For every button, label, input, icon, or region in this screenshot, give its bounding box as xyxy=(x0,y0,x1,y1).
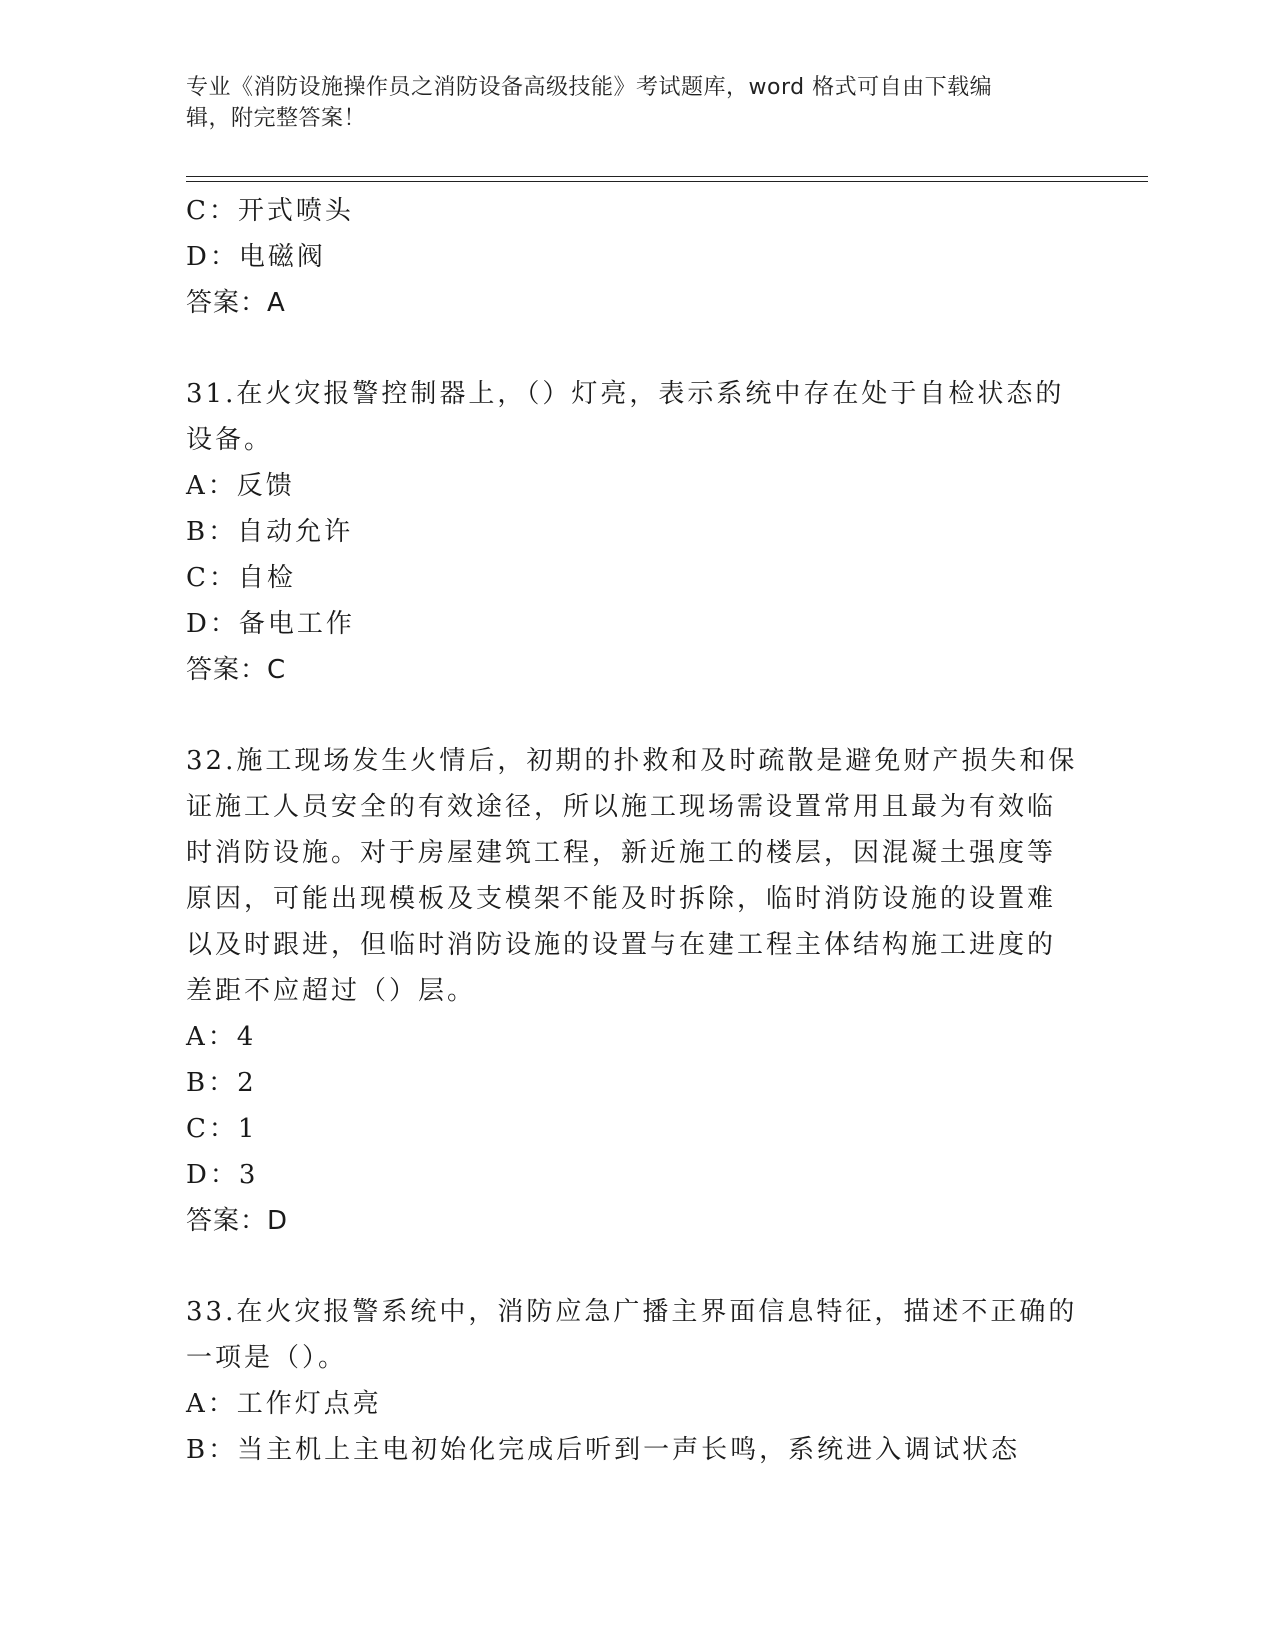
option-c: C：自检 xyxy=(186,563,296,593)
option-b: B：2 xyxy=(186,1068,257,1098)
question-stem-line: 设备。 xyxy=(186,425,274,455)
answer-line: 答案：A xyxy=(186,288,286,318)
answer-line: 答案：D xyxy=(186,1206,289,1236)
question-content xyxy=(186,188,1076,1473)
option-b: B：自动允许 xyxy=(186,517,354,547)
option-d: D：3 xyxy=(186,1160,259,1190)
question-stem-line: 时消防设施。对于房屋建筑工程，新近施工的楼层，因混凝土强度等 xyxy=(186,838,1057,868)
question-stem-line: 一项是（）。 xyxy=(186,1343,348,1373)
option-a: A：反馈 xyxy=(186,471,295,501)
carryover-block xyxy=(186,188,1076,326)
option-d: D：备电工作 xyxy=(186,609,355,639)
option-b: B：当主机上主电初始化完成后听到一声长鸣，系统进入调试状态 xyxy=(186,1435,1021,1465)
option-d: D：电磁阀 xyxy=(186,242,326,272)
question-stem-line: 差距不应超过（）层。 xyxy=(186,976,477,1006)
question-31 xyxy=(186,371,1076,693)
question-33 xyxy=(186,1289,1076,1473)
question-stem-line: 原因，可能出现模板及支模架不能及时拆除，临时消防设施的设置难 xyxy=(186,884,1057,914)
option-a: A：工作灯点亮 xyxy=(186,1389,382,1419)
question-stem-line: 以及时跟进，但临时消防设施的设置与在建工程主体结构施工进度的 xyxy=(186,930,1057,960)
question-stem-line: 证施工人员安全的有效途径，所以施工现场需设置常用且最为有效临 xyxy=(186,792,1057,822)
header-line-1: 专业《消防设施操作员之消防设备高级技能》考试题库，word 格式可自由下载编 xyxy=(186,75,993,100)
question-stem-line: 33.在火灾报警系统中，消防应急广播主界面信息特征，描述不正确的 xyxy=(186,1297,1078,1327)
page-header xyxy=(186,72,1066,134)
question-32 xyxy=(186,738,1076,1244)
header-line-2: 辑，附完整答案！ xyxy=(186,106,367,131)
header-divider-bottom xyxy=(186,181,1148,182)
header-divider-top xyxy=(186,176,1148,177)
answer-line: 答案：C xyxy=(186,655,287,685)
question-stem-line: 31.在火灾报警控制器上，（）灯亮，表示系统中存在处于自检状态的 xyxy=(186,379,1065,409)
option-a: A：4 xyxy=(186,1022,257,1052)
question-stem-line: 32.施工现场发生火情后，初期的扑救和及时疏散是避免财产损失和保 xyxy=(186,746,1078,776)
option-c: C：1 xyxy=(186,1114,258,1144)
option-c: C：开式喷头 xyxy=(186,196,354,226)
